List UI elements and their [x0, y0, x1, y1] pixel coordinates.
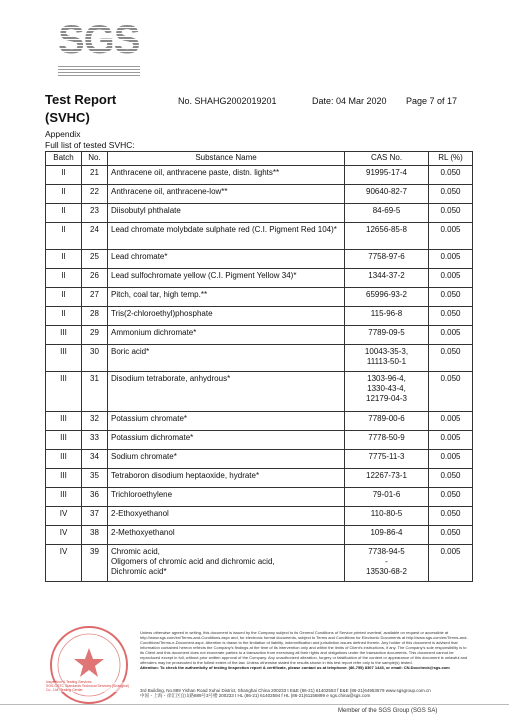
cell-substance-name: Potassium chromate*: [108, 412, 345, 431]
cell-cas-no: 7758-97-6: [345, 250, 429, 269]
cell-no: 31: [82, 372, 108, 412]
cell-cas-no: 7778-50-9: [345, 431, 429, 450]
col-header-no: No.: [82, 152, 108, 166]
report-title: Test Report: [45, 92, 117, 107]
table-row: [46, 372, 473, 412]
address-cn: 中国・上海・徐汇区宜山路889号3号楼 200233: [140, 693, 234, 698]
cell-substance-name: Ammonium dichromate*: [108, 326, 345, 345]
cell-batch: III: [46, 450, 82, 469]
cell-substance-name: Disodium tetraborate, anhydrous*: [108, 372, 345, 412]
logo-wordmark: SGS: [58, 18, 140, 62]
table-row: [46, 412, 473, 431]
cell-batch: III: [46, 345, 82, 372]
footer-divider: [0, 704, 509, 705]
cell-batch: II: [46, 269, 82, 288]
cell-batch: II: [46, 250, 82, 269]
cell-rl: 0.050: [429, 288, 473, 307]
cell-rl: 0.005: [429, 545, 473, 582]
cell-rl: 0.005: [429, 250, 473, 269]
cell-rl: 0.050: [429, 526, 473, 545]
cell-cas-no: 84-69-5: [345, 204, 429, 223]
cell-rl: 0.050: [429, 507, 473, 526]
cell-batch: IV: [46, 507, 82, 526]
cell-batch: II: [46, 204, 82, 223]
tel-en: t E&E (86-21) 61402553 f E&E (86-21)64953679 www.sgsgroup.com.cn: [287, 688, 431, 693]
cell-rl: 0.050: [429, 166, 473, 185]
cell-batch: II: [46, 307, 82, 326]
cell-rl: 0.005: [429, 412, 473, 431]
report-date: Date: 04 Mar 2020: [312, 96, 387, 106]
cell-batch: II: [46, 185, 82, 204]
cell-batch: III: [46, 469, 82, 488]
cell-rl: 0.050: [429, 345, 473, 372]
cell-rl: 0.050: [429, 307, 473, 326]
cell-rl: 0.005: [429, 326, 473, 345]
cell-batch: IV: [46, 545, 82, 582]
cell-no: 32: [82, 412, 108, 431]
cell-cas-no: 65996-93-2: [345, 288, 429, 307]
cell-cas-no: 91995-17-4: [345, 166, 429, 185]
cell-cas-no: 7738-94-5 - 13530-68-2: [345, 545, 429, 582]
cell-substance-name: Tetraboron disodium heptaoxide, hydrate*: [108, 469, 345, 488]
cell-no: 25: [82, 250, 108, 269]
address-en: 3rd Building, No.889 Yishan Road Xuhui District, Shanghai China 200233: [140, 688, 287, 693]
cell-substance-name: Anthracene oil, anthracene-low**: [108, 185, 345, 204]
cell-no: 30: [82, 345, 108, 372]
cell-no: 36: [82, 488, 108, 507]
cell-batch: III: [46, 431, 82, 450]
tel-cn: t HL (86-21) 61402594 f HL (86-21)61156899 e sgs.china@sgs.com: [235, 693, 371, 698]
cell-rl: 0.050: [429, 204, 473, 223]
cell-cas-no: 1344-37-2: [345, 269, 429, 288]
cell-substance-name: Potassium dichromate*: [108, 431, 345, 450]
cell-substance-name: 2-Ethoxyethanol: [108, 507, 345, 526]
cell-cas-no: 1303-96-4, 1330-43-4, 12179-04-3: [345, 372, 429, 412]
cell-no: 39: [82, 545, 108, 582]
stamp-label: SGS-CSTC Standards Technical Services (Shanghai) Co., Ltd. Testing Center: [46, 684, 130, 692]
cell-no: 23: [82, 204, 108, 223]
cell-substance-name: Boric acid*: [108, 345, 345, 372]
cell-no: 29: [82, 326, 108, 345]
cell-substance-name: Lead chromate*: [108, 250, 345, 269]
cell-batch: III: [46, 372, 82, 412]
cell-no: 26: [82, 269, 108, 288]
table-row: [46, 326, 473, 345]
cell-cas-no: 110-80-5: [345, 507, 429, 526]
cell-cas-no: 109-86-4: [345, 526, 429, 545]
cell-rl: 0.005: [429, 431, 473, 450]
col-header-substance: Substance Name: [108, 152, 345, 166]
cell-substance-name: Anthracene oil, anthracene paste, distn. lights**: [108, 166, 345, 185]
appendix-label: Appendix: [45, 129, 81, 139]
cell-cas-no: 90640-82-7: [345, 185, 429, 204]
table-row: [46, 488, 473, 507]
cell-cas-no: 7789-09-5: [345, 326, 429, 345]
cell-batch: III: [46, 326, 82, 345]
cell-rl: 0.050: [429, 488, 473, 507]
cell-cas-no: 10043-35-3, 11113-50-1: [345, 345, 429, 372]
cell-no: 24: [82, 223, 108, 250]
cell-batch: III: [46, 488, 82, 507]
table-row: [46, 545, 473, 582]
table-row: [46, 450, 473, 469]
table-row: [46, 185, 473, 204]
table-row: [46, 307, 473, 326]
cell-substance-name: Pitch, coal tar, high temp.**: [108, 288, 345, 307]
logo-stripes: [58, 64, 140, 76]
col-header-cas: CAS No.: [345, 152, 429, 166]
cell-substance-name: 2-Methoxyethanol: [108, 526, 345, 545]
cell-rl: 0.050: [429, 185, 473, 204]
table-row: [46, 288, 473, 307]
cell-no: 35: [82, 469, 108, 488]
disclaimer-text: Unless otherwise agreed in writing, this document is issued by the Company subject to its General Conditions of Service printed overleaf, available on request or accessible at http://www.sgs.com/en/Terms-and-Conditions.aspx and, for electronic format documents, subject to Terms and Conditions for Electronic Documents at http://www.sgs.com/en/Terms-and-Conditions/Terms-e-Document.aspx. Attention is drawn to the limitation of liability, indemnification and jurisdiction issues defined therein. Any holder of this document is advised that information contained hereon reflects the Company's findings at the time of its intervention only and within the limits of Client's instructions, if any. The Company's sole responsibility is to its Client and this document does not exonerate parties to a transaction from exercising all their rights and obligations under the transaction documents. This document cannot be reproduced except in full, without prior written approval of the Company. Any unauthorized alteration, forgery or falsification of the content or appearance of this document is unlawful and offenders may be prosecuted to the fullest extent of the law. Unless otherwise stated the results shown in this test report refer only to the sample(s) tested.: [140, 630, 468, 665]
cell-no: 27: [82, 288, 108, 307]
svhc-table: [45, 151, 473, 582]
cell-batch: IV: [46, 526, 82, 545]
cell-substance-name: Trichloroethylene: [108, 488, 345, 507]
cell-substance-name: Lead sulfochromate yellow (C.I. Pigment Yellow 34)*: [108, 269, 345, 288]
table-row: [46, 345, 473, 372]
cell-rl: 0.050: [429, 469, 473, 488]
authenticity-notice: Attention: To check the authenticity of testing /inspection report & certificate, please contact us at telephone: (86-755) 8307 1443, or email: CN.Doccheck@sgs.com: [140, 665, 450, 670]
cell-no: 34: [82, 450, 108, 469]
cell-substance-name: Diisobutyl phthalate: [108, 204, 345, 223]
table-row: [46, 431, 473, 450]
sgs-logo: [58, 14, 140, 76]
cell-no: 22: [82, 185, 108, 204]
cell-substance-name: Chromic acid, Oligomers of chromic acid and dichromic acid, Dichromic acid*: [108, 545, 345, 582]
table-header-row: [46, 152, 473, 166]
cell-cas-no: 79-01-6: [345, 488, 429, 507]
cell-substance-name: Sodium chromate*: [108, 450, 345, 469]
cell-cas-no: 12267-73-1: [345, 469, 429, 488]
stamp-caption: [46, 680, 136, 692]
cell-batch: II: [46, 223, 82, 250]
table-row: [46, 526, 473, 545]
report-number: No. SHAHG2002019201: [178, 96, 277, 106]
cell-cas-no: 7789-00-6: [345, 412, 429, 431]
table-row: [46, 269, 473, 288]
cell-batch: II: [46, 288, 82, 307]
table-row: [46, 469, 473, 488]
table-row: [46, 223, 473, 250]
cell-rl: 0.005: [429, 269, 473, 288]
cell-no: 28: [82, 307, 108, 326]
cell-cas-no: 115-96-8: [345, 307, 429, 326]
col-header-rl: RL (%): [429, 152, 473, 166]
cell-batch: II: [46, 166, 82, 185]
cell-batch: III: [46, 412, 82, 431]
table-row: [46, 507, 473, 526]
page-indicator: Page 7 of 17: [406, 96, 458, 106]
report-subtitle: (SVHC): [45, 110, 90, 125]
company-address: [140, 688, 470, 699]
cell-rl: 0.005: [429, 450, 473, 469]
cell-cas-no: 12656-85-8: [345, 223, 429, 250]
cell-rl: 0.005: [429, 223, 473, 250]
table-row: [46, 166, 473, 185]
cell-rl: 0.050: [429, 372, 473, 412]
cell-no: 33: [82, 431, 108, 450]
stamp-text: Inspection & Testing Services: [46, 680, 92, 684]
cell-substance-name: Tris(2-chloroethyl)phosphate: [108, 307, 345, 326]
legal-disclaimer: [140, 630, 470, 670]
col-header-batch: Batch: [46, 152, 82, 166]
member-statement: Member of the SGS Group (SGS SA): [338, 708, 438, 714]
company-seal: [46, 622, 132, 708]
cell-substance-name: Lead chromate molybdate sulphate red (C.I. Pigment Red 104)*: [108, 223, 345, 250]
cell-no: 38: [82, 526, 108, 545]
table-row: [46, 204, 473, 223]
table-row: [46, 250, 473, 269]
list-title: Full list of tested SVHC:: [45, 140, 135, 150]
cell-cas-no: 7775-11-3: [345, 450, 429, 469]
cell-no: 37: [82, 507, 108, 526]
cell-no: 21: [82, 166, 108, 185]
